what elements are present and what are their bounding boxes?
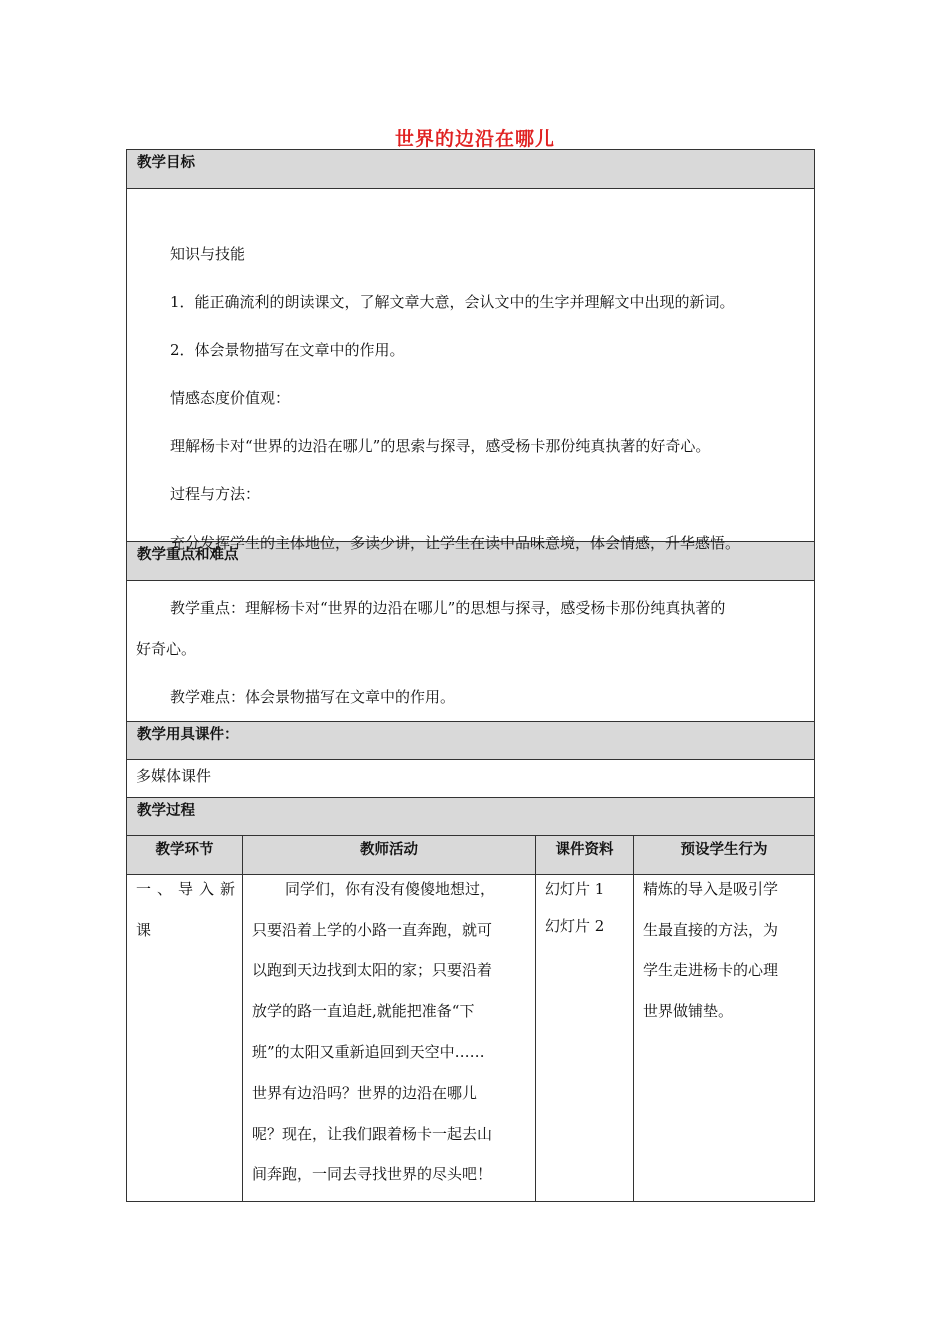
objectives-header: 教学目标 [127, 150, 814, 189]
materials-cell [536, 875, 634, 1201]
objectives-line: 知识与技能 [170, 245, 246, 263]
process-header: 教学过程 [127, 798, 814, 836]
teacher-line: 同学们，你有没有傻傻地想过， [285, 880, 496, 898]
material-item: 幻灯片 2 [545, 917, 605, 935]
objectives-line: 过程与方法： [170, 485, 261, 503]
key-points-line: 教学难点：体会景物描写在文章中的作用。 [170, 688, 456, 706]
teacher-line: 间奔跑，一同去寻找世界的尽头吧！ [252, 1165, 493, 1183]
student-line: 学生走进杨卡的心理 [643, 961, 779, 979]
column-header-teacher: 教师活动 [243, 836, 536, 874]
stage-line: 课 [136, 921, 152, 939]
objectives-section [127, 189, 814, 552]
process-column-headers [127, 836, 814, 875]
tools-header: 教学用具课件： [127, 722, 814, 760]
student-line: 生最直接的方法，为 [643, 921, 779, 939]
key-points-section [127, 581, 814, 722]
teacher-line: 只要沿着上学的小路一直奔跑，就可 [252, 921, 493, 939]
tools-section [127, 760, 814, 798]
objectives-line: 情感态度价值观： [170, 389, 291, 407]
stage-cell [127, 875, 243, 1201]
column-header-stage: 教学环节 [127, 836, 243, 874]
teacher-line: 班”的太阳又重新追回到天空中…… [252, 1043, 485, 1061]
objectives-line: 1．能正确流利的朗读课文，了解文章大意，会认文中的生字并理解文中出现的新词。 [170, 293, 735, 311]
column-header-student: 预设学生行为 [680, 842, 768, 858]
teacher-line: 以跑到天边找到太阳的家；只要沿着 [252, 961, 493, 979]
objectives-line: 理解杨卡对“世界的边沿在哪儿”的思索与探寻，感受杨卡那份纯真执著的好奇心。 [170, 437, 711, 455]
key-points-header: 教学重点和难点 [127, 542, 814, 581]
stage-line: 一、导入新 [136, 880, 242, 898]
key-points-line: 好奇心。 [136, 640, 197, 658]
teacher-line: 呢？现在，让我们跟着杨卡一起去山 [252, 1125, 493, 1143]
lesson-plan-table [126, 149, 815, 1202]
key-points-line: 教学重点：理解杨卡对“世界的边沿在哪儿”的思想与探寻，感受杨卡那份纯真执著的 [170, 599, 726, 617]
document-title: 世界的边沿在哪儿 [394, 128, 555, 150]
student-line: 世界做铺垫。 [643, 1002, 734, 1020]
student-line: 精炼的导入是吸引学 [643, 880, 779, 898]
teacher-activity-cell [243, 875, 536, 1201]
teacher-line: 放学的路一直追赶,就能把准备“下 [252, 1002, 475, 1020]
tools-content: 多媒体课件 [136, 767, 212, 785]
column-header-materials: 课件资料 [536, 836, 634, 874]
student-behavior-cell [634, 875, 814, 1201]
process-row [127, 875, 814, 1201]
objectives-line: 充分发挥学生的主体地位，多读少讲，让学生在读中品味意境，体会情感，升华感悟。 [170, 534, 741, 552]
material-item: 幻灯片 1 [545, 880, 605, 898]
objectives-line: 2．体会景物描写在文章中的作用。 [170, 341, 405, 359]
teacher-line: 世界有边沿吗？世界的边沿在哪儿 [252, 1084, 478, 1102]
